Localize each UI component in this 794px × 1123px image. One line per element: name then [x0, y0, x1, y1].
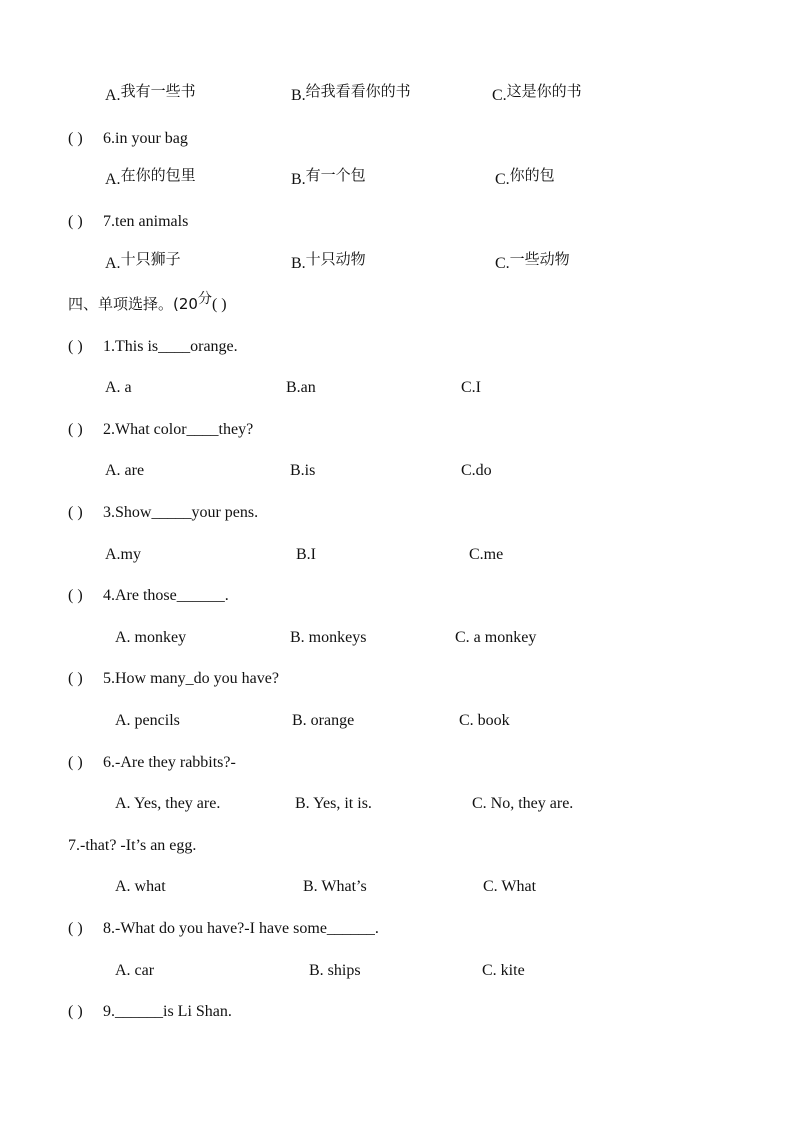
- option-b: B. What’s: [303, 878, 367, 895]
- answer-blank: ( ): [68, 670, 83, 687]
- option-a: A. monkey: [115, 629, 187, 646]
- answer-blank: ( ): [68, 338, 83, 355]
- option-c: C. book: [459, 712, 510, 729]
- option-b: B.给我看看你的书: [291, 82, 411, 104]
- option-b: B. orange: [292, 712, 355, 729]
- option-c: C. No, they are.: [472, 795, 574, 812]
- option-b: B. monkeys: [290, 629, 367, 646]
- option-a: A. pencils: [115, 712, 180, 729]
- option-c: C. What: [483, 878, 537, 895]
- answer-blank: ( ): [68, 421, 83, 438]
- option-a: A. Yes, they are.: [115, 795, 221, 812]
- answer-blank: ( ): [68, 130, 83, 147]
- option-a: A. a: [105, 379, 132, 396]
- option-c: C.一些动物: [495, 250, 570, 272]
- question-stem: 7.-that? -It’s an egg.: [68, 837, 197, 854]
- option-b: B.is: [290, 462, 316, 479]
- option-c: C.I: [461, 379, 481, 396]
- option-b: B.有一个包: [291, 166, 366, 188]
- option-b: B. ships: [309, 962, 361, 979]
- answer-blank: ( ): [68, 754, 83, 771]
- section-title: 四、单项选择。(20: [68, 295, 198, 313]
- option-a: A.在你的包里: [105, 166, 196, 188]
- question-stem: 5.How many_do you have?: [103, 670, 279, 687]
- answer-blank: ( ): [68, 213, 83, 230]
- question-stem: 6.in your bag: [103, 130, 188, 147]
- question-stem: 4.Are those______.: [103, 587, 229, 604]
- question-stem: 8.-What do you have?-I have some______.: [103, 920, 379, 937]
- option-a: A.十只狮子: [105, 250, 181, 272]
- option-c: C.这是你的书: [492, 82, 582, 104]
- option-a: A. what: [115, 878, 166, 895]
- question-stem: 3.Show_____your pens.: [103, 504, 259, 521]
- option-b: B.十只动物: [291, 250, 366, 272]
- option-c: C.me: [469, 546, 504, 563]
- section-tail-blank: ( ): [211, 296, 227, 313]
- question-stem: 2.What color____they?: [103, 421, 254, 438]
- option-a: A.my: [105, 546, 141, 563]
- answer-blank: ( ): [68, 587, 83, 604]
- option-a: A. car: [115, 962, 155, 979]
- option-c: C.do: [461, 462, 492, 479]
- option-c: C. kite: [482, 962, 525, 979]
- option-b: B. Yes, it is.: [295, 795, 372, 812]
- answer-blank: ( ): [68, 504, 83, 521]
- option-b: B.I: [296, 546, 316, 563]
- option-c: C.你的包: [495, 166, 555, 188]
- answer-blank: ( ): [68, 920, 83, 937]
- option-a: A. are: [105, 462, 145, 479]
- question-stem: 7.ten animals: [103, 213, 189, 230]
- answer-blank: ( ): [68, 1003, 83, 1020]
- option-a: A.我有一些书: [105, 82, 196, 104]
- option-c: C. a monkey: [455, 629, 537, 646]
- question-stem: 6.-Are they rabbits?-: [103, 754, 236, 771]
- question-stem: 1.This is____orange.: [103, 338, 238, 355]
- question-stem: 9.______is Li Shan.: [103, 1003, 232, 1020]
- option-b: B.an: [286, 379, 316, 396]
- section-score-unit: 分: [197, 291, 212, 307]
